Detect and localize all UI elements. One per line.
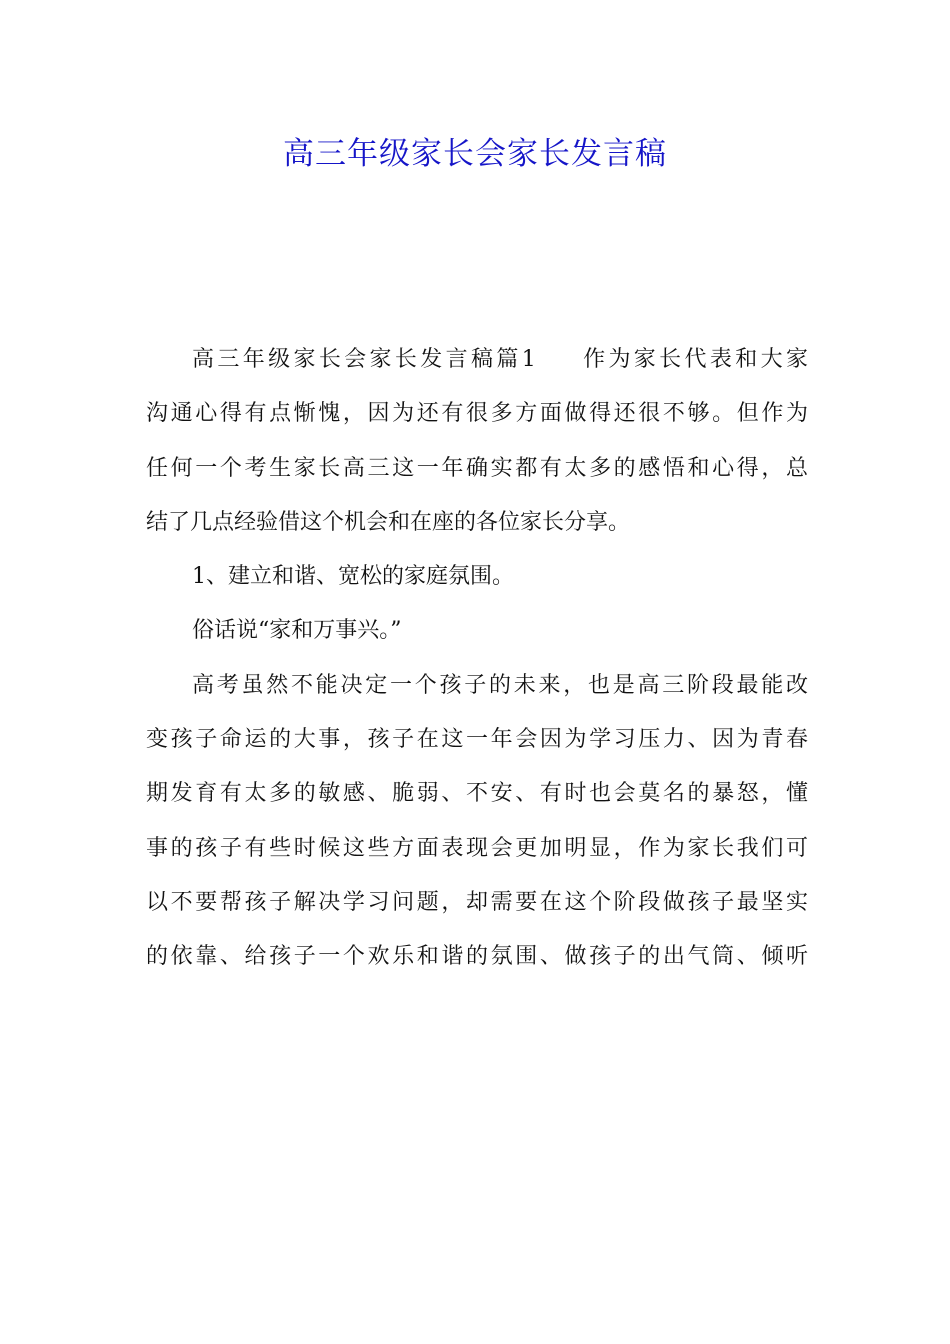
paragraph-line: 任何一个考生家长高三这一年确实都有太多的感悟和心得，总 [146, 455, 808, 481]
paragraph-line: 以不要帮孩子解决学习问题，却需要在这个阶段做孩子最坚实 [146, 889, 808, 915]
paragraph-line: 期发育有太多的敏感、脆弱、不安、有时也会莫名的暴怒，懂 [146, 781, 808, 807]
paragraph-line: 的依靠、给孩子一个欢乐和谐的氛围、做孩子的出气筒、倾听 [146, 944, 808, 970]
line-text: 作为家长代表和大家 [579, 347, 808, 372]
section-heading: 高三年级家长会家长发言稿篇1 [192, 347, 536, 372]
paragraph-line: 1、建立和谐、宽松的家庭氛围。 [192, 564, 514, 590]
paragraph-line [146, 333, 808, 387]
paragraph-line: 事的孩子有些时候这些方面表现会更加明显，作为家长我们可 [146, 835, 808, 861]
paragraph-line: 高考虽然不能决定一个孩子的未来，也是高三阶段最能改 [192, 672, 808, 698]
paragraph-line: 变孩子命运的大事，孩子在这一年会因为学习压力、因为青春 [146, 727, 808, 753]
document-body [146, 333, 808, 985]
document-title: 高三年级家长会家长发言稿 [283, 136, 667, 172]
paragraph-line: 俗话说“家和万事兴。” [192, 618, 402, 644]
paragraph-line: 结了几点经验借这个机会和在座的各位家长分享。 [146, 509, 631, 535]
paragraph-line: 沟通心得有点惭愧，因为还有很多方面做得还很不够。但作为 [146, 401, 808, 427]
